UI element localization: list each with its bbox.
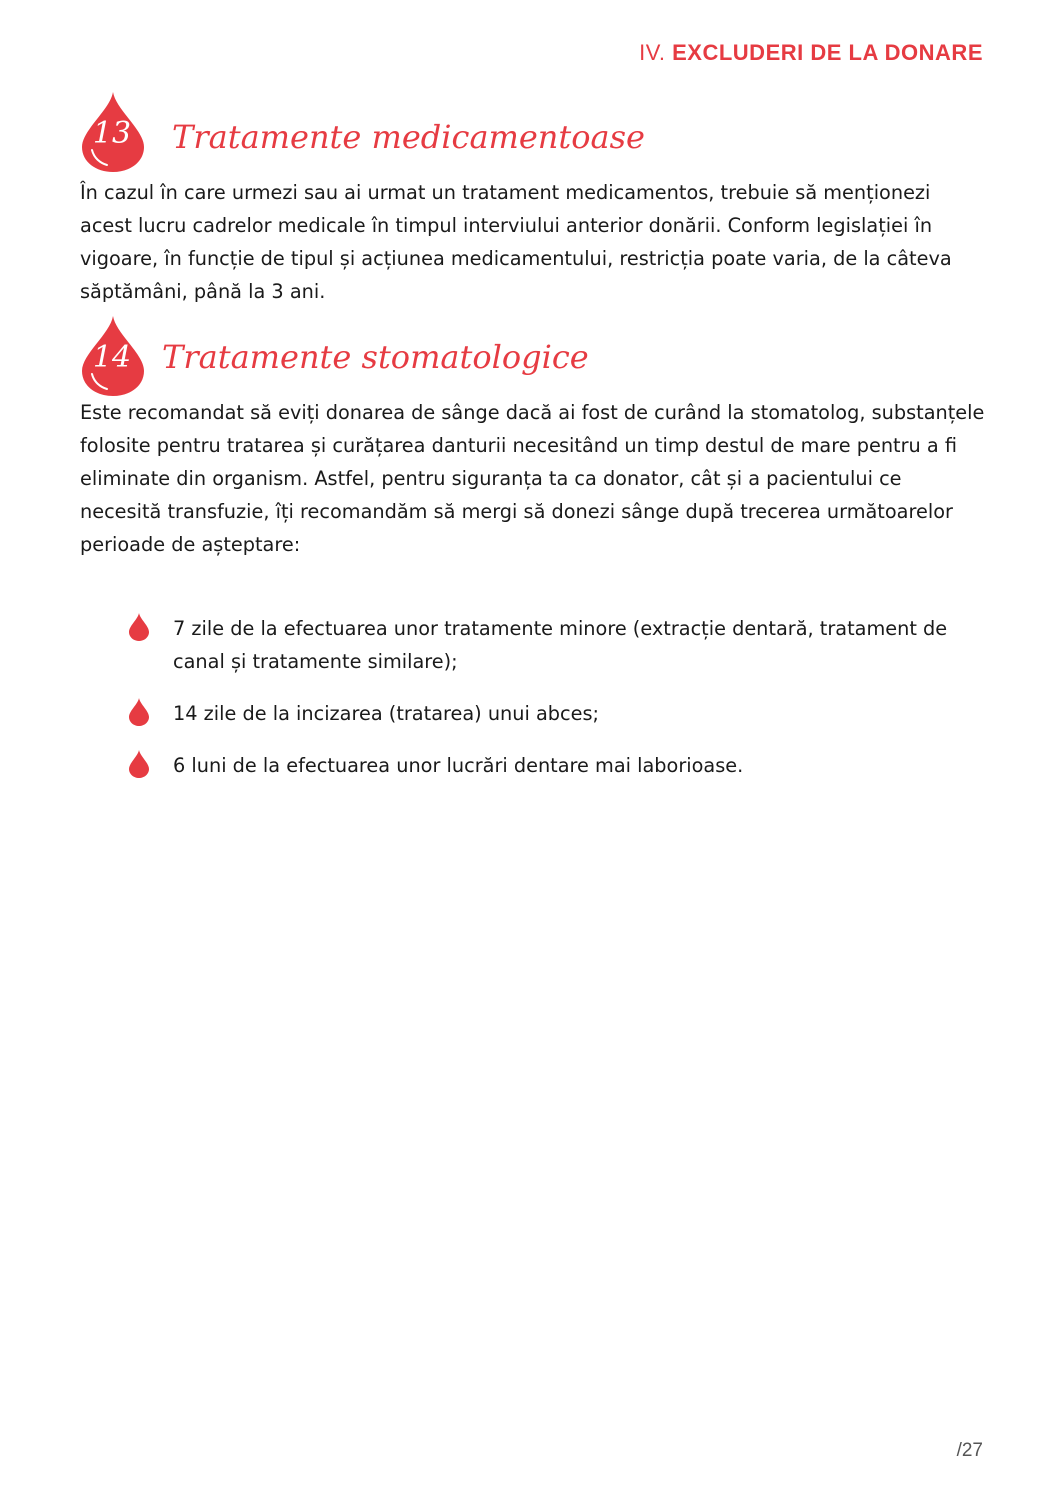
- list-item: [128, 697, 988, 730]
- waiting-period-list: [128, 612, 988, 801]
- blood-drop-icon: [128, 698, 150, 726]
- section-heading: [80, 316, 985, 396]
- section-13: [80, 92, 985, 308]
- list-item: [128, 612, 988, 678]
- blood-drop-icon: [80, 316, 146, 396]
- list-item-text: 14 zile de la incizarea (tratarea) unui abces;: [173, 702, 600, 725]
- section-paragraph: Este recomandat să eviți donarea de sânge dacă ai fost de curând la stomatolog, substanțele folosite pentru tratarea și curățarea danturii necesitând un timp destul de mare pentru a fi eliminate din organism. Astfel, pentru siguranța ta ca donator, cât și a pacientului ce necesită transfuzie, îți recomandăm să mergi să donezi sânge după trecerea următoarelor perioade de așteptare:: [80, 401, 985, 556]
- section-paragraph: În cazul în care urmezi sau ai urmat un tratament medicamentos, trebuie să menționezi acest lucru cadrelor medicale în timpul interviului anterior donării. Conform legislației în vigoare, în funcție de tipul și acțiunea medicamentului, restricția poate varia, de la câteva săptămâni, până la 3 ani.: [80, 181, 952, 303]
- page-header: [639, 40, 983, 66]
- list-item-text: 7 zile de la efectuarea unor tratamente minore (extracție dentară, tratament de canal și tratamente similare);: [173, 617, 948, 673]
- list-item-text: 6 luni de la efectuarea unor lucrări dentare mai laborioase.: [173, 754, 744, 777]
- header-section-number: IV.: [639, 40, 666, 65]
- blood-drop-icon: [128, 613, 150, 641]
- section-heading: [80, 92, 985, 172]
- section-title: Tratamente stomatologice: [162, 338, 589, 376]
- list-item: [128, 749, 988, 782]
- header-title: EXCLUDERI DE LA DONARE: [672, 40, 983, 65]
- blood-drop-icon: [80, 92, 146, 172]
- page-number: /27: [956, 1440, 983, 1461]
- blood-drop-icon: [128, 750, 150, 778]
- section-number: 13: [92, 116, 132, 151]
- section-14: [80, 316, 985, 561]
- section-title: Tratamente medicamentoase: [172, 118, 645, 156]
- section-number: 14: [92, 340, 132, 375]
